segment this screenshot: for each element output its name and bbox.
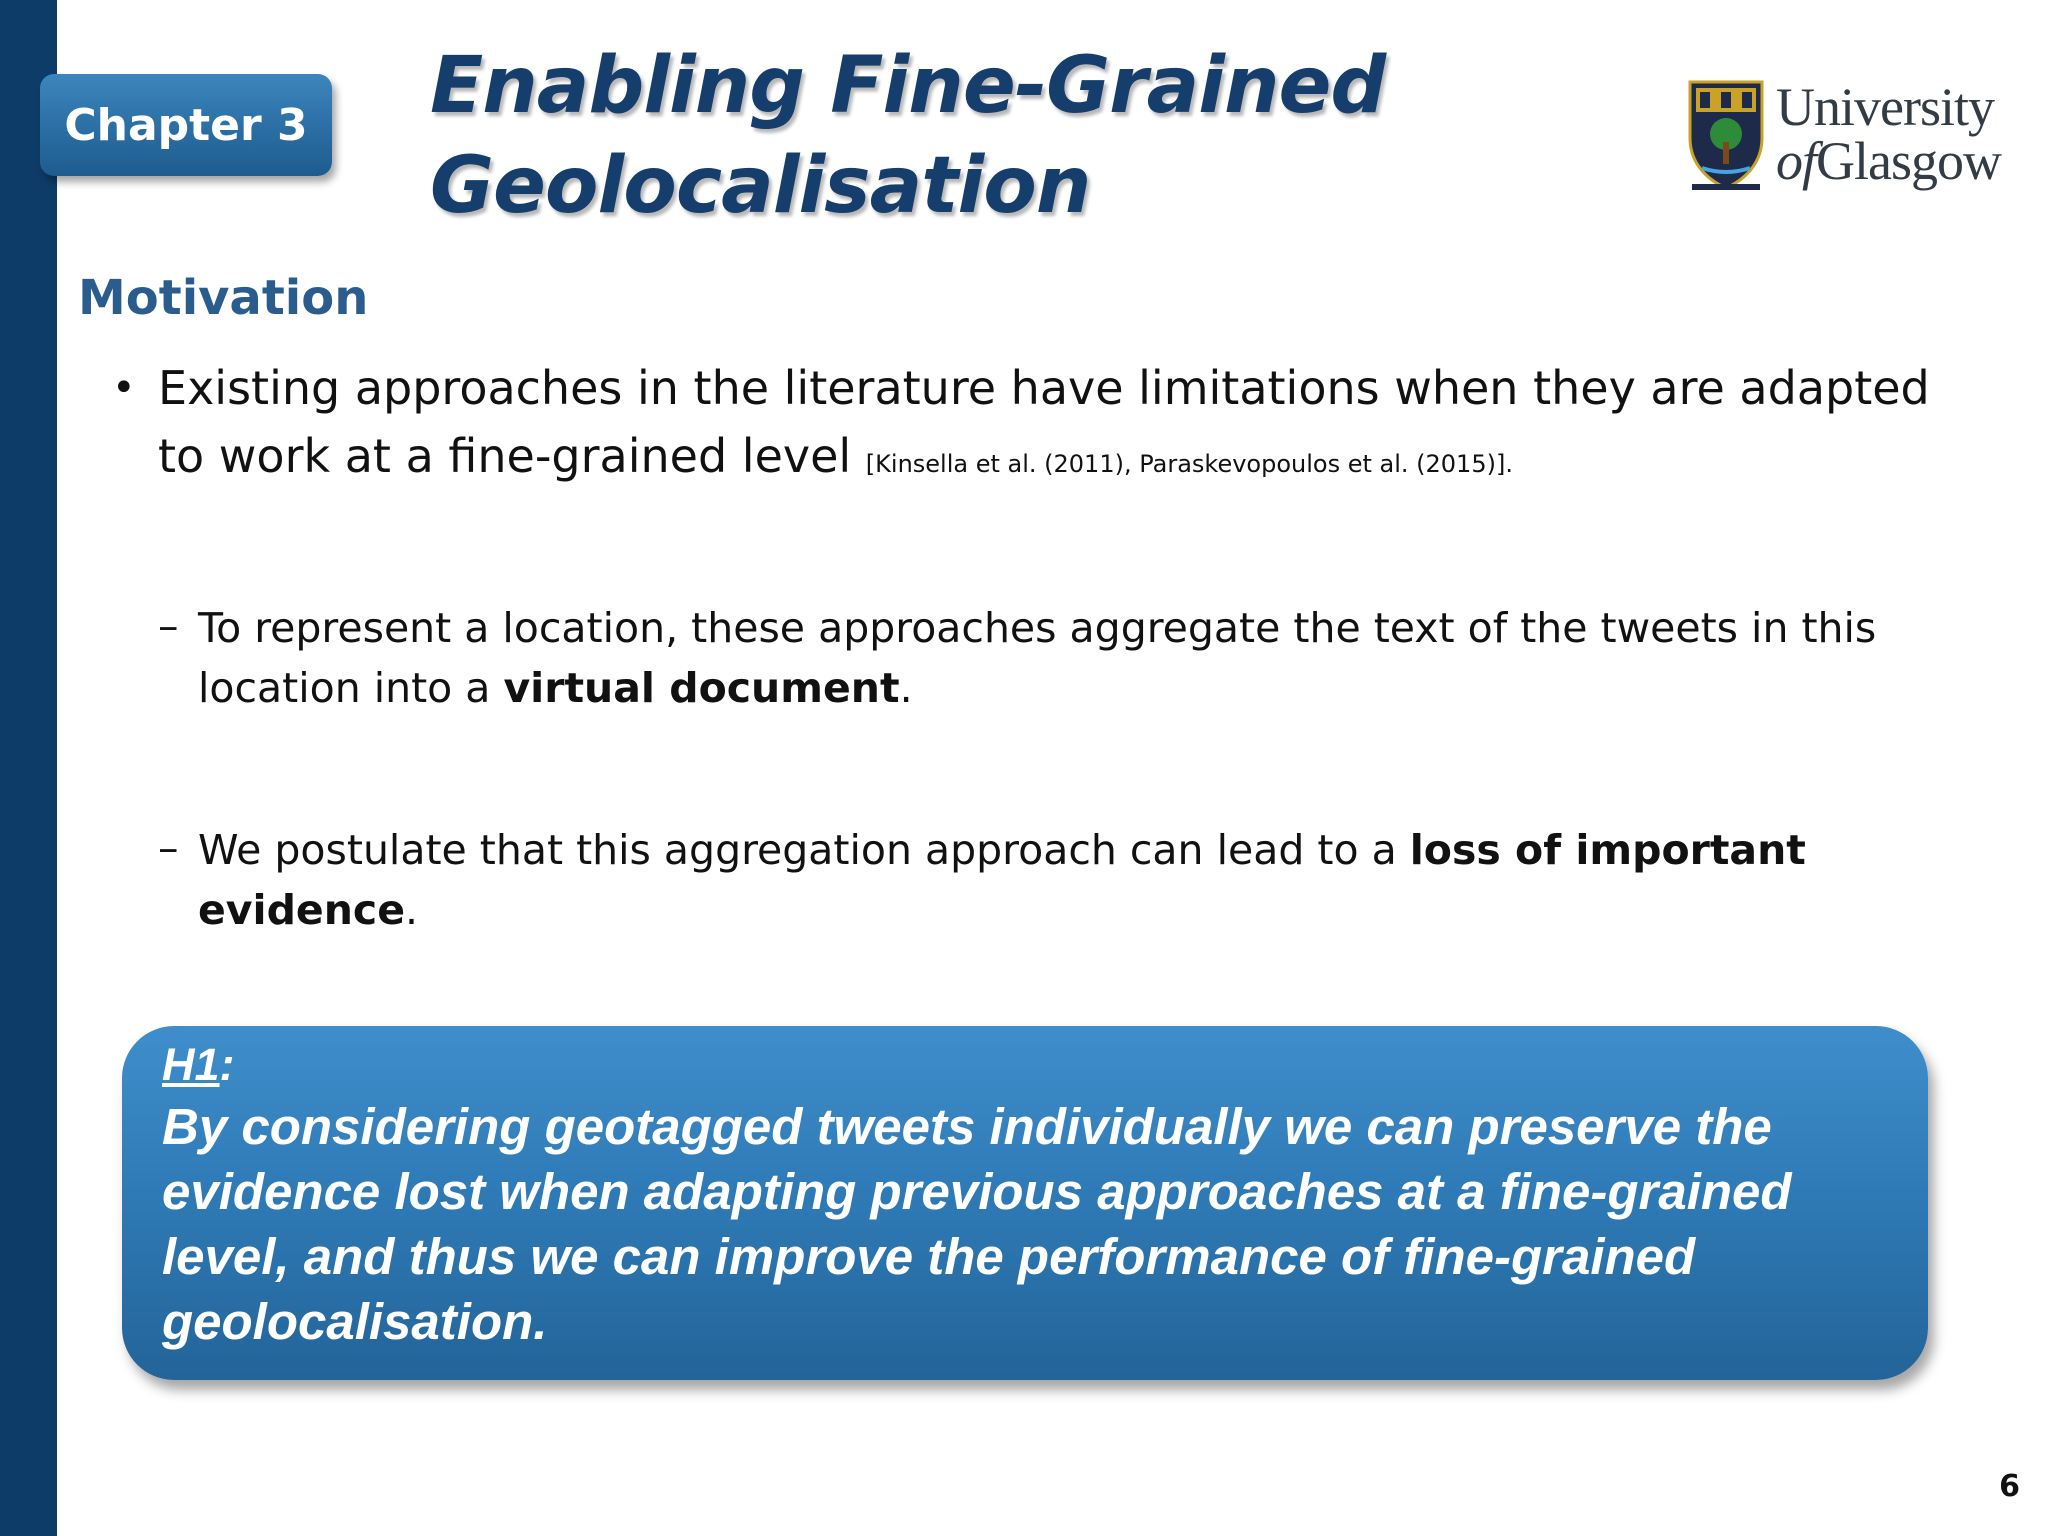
slide-title-line1: Enabling Fine-Grained <box>430 41 1386 131</box>
dash-icon: – <box>158 602 179 650</box>
sub-point-emphasis: loss of important evidence <box>198 826 1806 934</box>
wordmark-line2 <box>1776 131 2001 191</box>
chapter-badge: Chapter 3 <box>40 74 332 176</box>
sub-point-text-end: . <box>899 664 913 712</box>
bullet-point <box>112 354 1962 498</box>
wordmark-glasgow: Glasgow <box>1816 131 2001 191</box>
bullet-text: Existing approaches in the literature have limitations when they are adapted to work at a fine-grained level <box>158 361 1930 483</box>
university-wordmark <box>1776 77 2001 191</box>
sub-point-text-end: . <box>405 886 419 934</box>
hypothesis-label <box>162 1036 235 1094</box>
sub-point-postulate <box>158 820 1958 940</box>
sub-point-text-part: We postulate that this aggregation approach can lead to a <box>198 826 1410 874</box>
university-logo <box>1686 74 2016 194</box>
bullet-dot-icon: • <box>112 365 136 411</box>
wordmark-of: of <box>1776 131 1817 191</box>
wordmark-line1: University <box>1776 77 1994 137</box>
sub-point-text <box>198 820 1958 940</box>
dash-icon: – <box>158 824 179 872</box>
bullet-reference: [Kinsella et al. (2011), Paraskevopoulos et al. (2015)]. <box>865 450 1513 478</box>
hypothesis-id: H1 <box>162 1039 220 1090</box>
slide-title-line2: Geolocalisation <box>430 141 1091 231</box>
bullet-text-wrap <box>158 354 1962 498</box>
hypothesis-text: By considering geotagged tweets individually we can preserve the evidence lost when adapting previous approaches at a fine-grained level, and thus we can improve the performance of fine-grained geolocalisation. <box>162 1098 1792 1350</box>
left-accent-bar <box>0 0 57 1536</box>
sub-point-emphasis: virtual document <box>503 664 900 712</box>
hypothesis-box <box>122 1026 1928 1380</box>
sub-point-text-part: To represent a location, these approaches aggregate the text of the tweets in this location into a <box>198 604 1877 712</box>
slide-title <box>430 36 1630 236</box>
sub-point-text <box>198 598 1958 718</box>
section-heading: Motivation <box>78 270 369 326</box>
university-crest-icon <box>1686 76 1766 192</box>
page-number: 6 <box>1999 1469 2020 1504</box>
hypothesis-colon: : <box>219 1039 235 1090</box>
sub-point-aggregation <box>158 598 1958 718</box>
